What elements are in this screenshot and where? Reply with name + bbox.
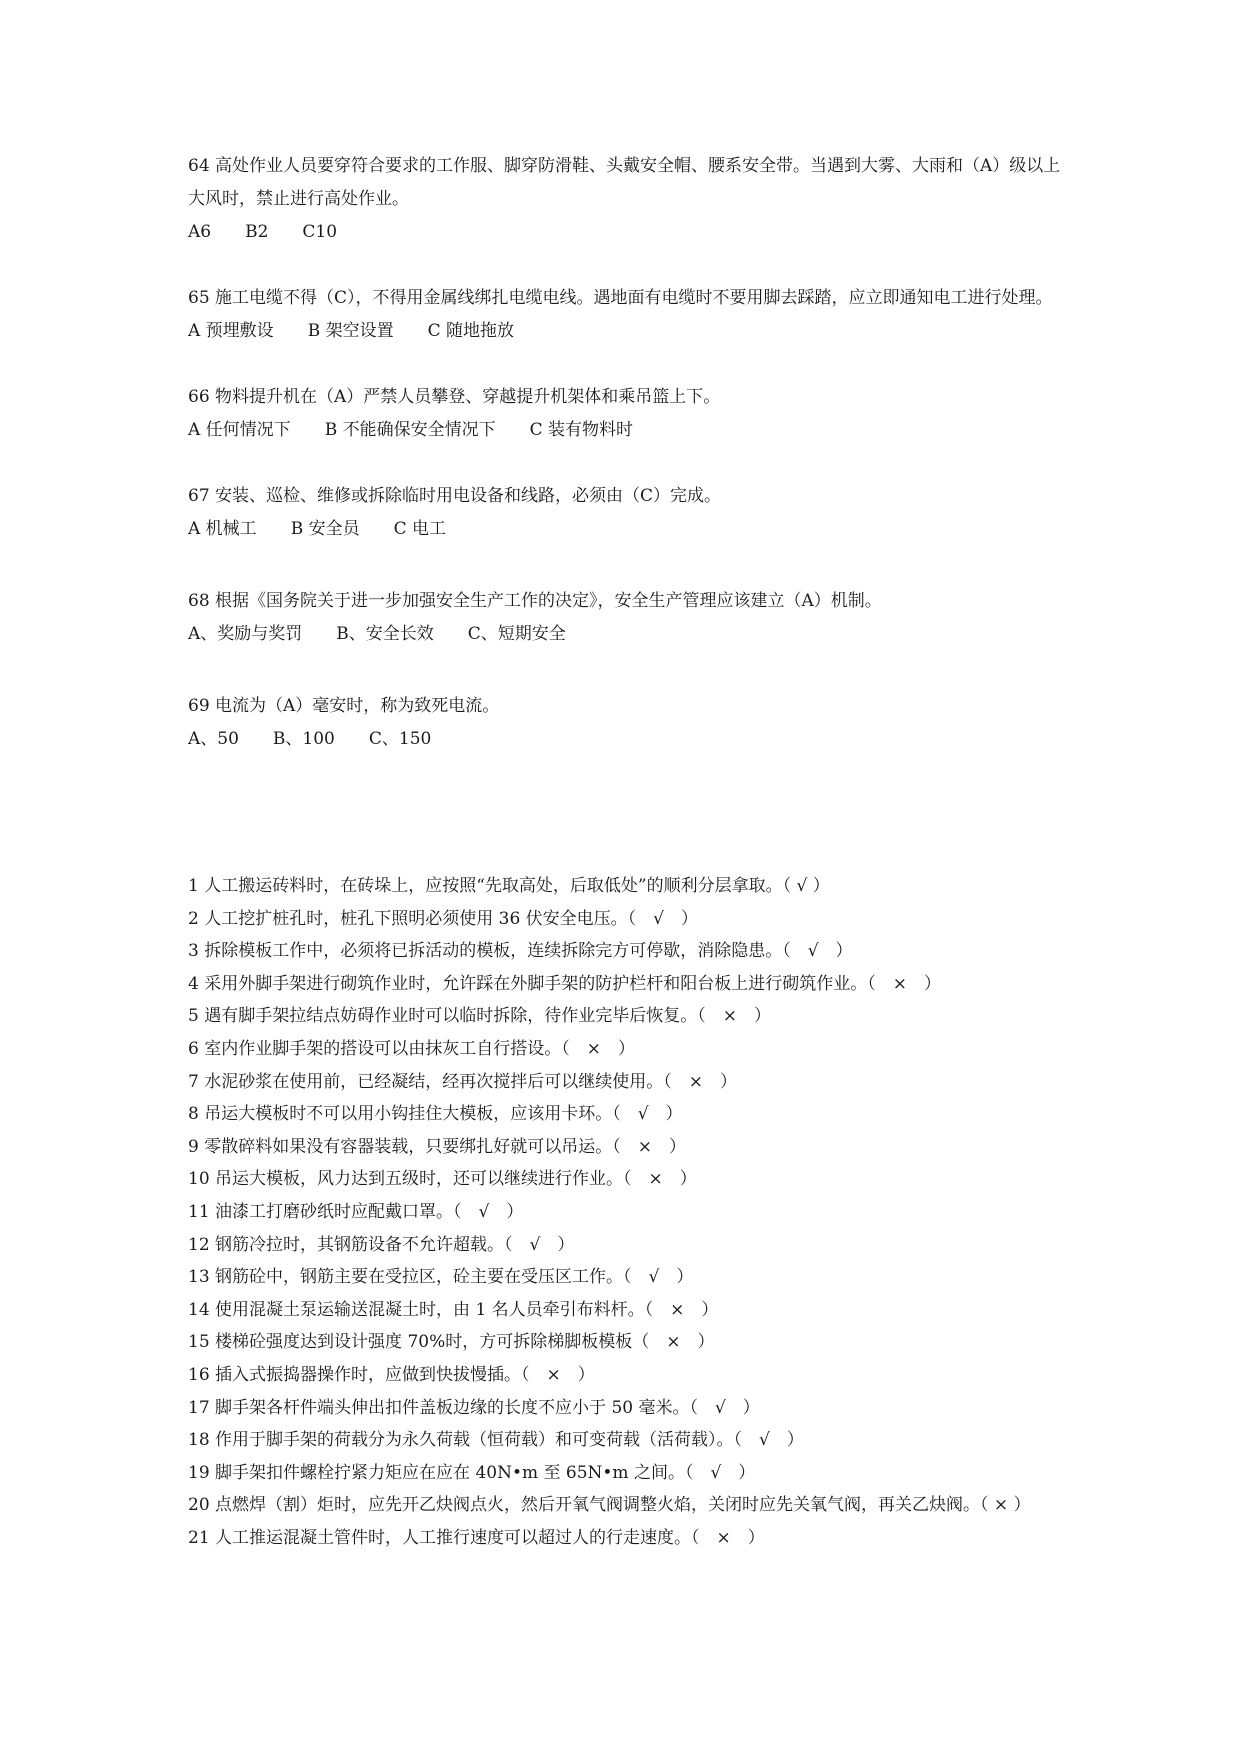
tf-item-13: 13 钢筋砼中，钢筋主要在受拉区，砼主要在受压区工作。（ √ ） [188, 1267, 694, 1288]
option-b: B 安全员 [290, 519, 360, 539]
tf-item-15: 15 楼梯砼强度达到设计强度 70%时，方可拆除梯脚板模板（ × ） [188, 1332, 715, 1353]
options-row [188, 315, 1068, 347]
tf-item-7: 7 水泥砂浆在使用前，已经凝结，经再次搅拌后可以继续使用。（ × ） [188, 1071, 737, 1092]
question-text: 66 物料提升机在（A）严禁人员攀登、穿越提升机架体和乘吊篮上下。 [188, 387, 721, 407]
option-a: A6 [188, 222, 212, 242]
tf-item-18: 18 作用于脚手架的荷载分为永久荷载（恒荷载）和可变荷载（活荷载）。（ √ ） [188, 1430, 804, 1451]
question-69 [188, 690, 1068, 755]
option-a: A、奖励与奖罚 [188, 624, 303, 644]
options-row [188, 216, 1068, 248]
question-text: 68 根据《国务院关于进一步加强安全生产工作的决定》，安全生产管理应该建立（A）机制。 [188, 591, 882, 611]
tf-item-21: 21 人工推运混凝土管件时，人工推行速度可以超过人的行走速度。（ × ） [188, 1527, 765, 1548]
tf-item-12: 12 钢筋冷拉时，其钢筋设备不允许超载。（ √ ） [188, 1234, 575, 1255]
question-text: 65 施工电缆不得（C），不得用金属线绑扎电缆电线。遇地面有电缆时不要用脚去踩踏，应立即通知电工进行处理。 [188, 288, 1053, 308]
tf-item-1: 1 人工搬运砖料时，在砖垛上，应按照“先取高处，后取低处”的顺利分层拿取。（ √ ） [188, 876, 830, 896]
true-false-section [188, 870, 1068, 1554]
multiple-choice-section [188, 150, 1068, 789]
tf-item-3: 3 拆除模板工作中，必须将已拆活动的模板，连续拆除完方可停歇，消除隐患。（ √ ） [188, 941, 853, 962]
option-c: C 装有物料时 [529, 420, 634, 440]
option-c: C 随地拖放 [427, 321, 515, 341]
question-text: 64 高处作业人员要穿符合要求的工作服、脚穿防滑鞋、头戴安全帽、腰系安全带。当遇到大雾、大雨和（A）级以上大风时，禁止进行高处作业。 [188, 156, 1061, 209]
options-row [188, 414, 1068, 446]
options-row [188, 513, 1068, 545]
tf-item-20: 20 点燃焊（割）炬时，应先开乙炔阀点火，然后开氧气阀调整火焰，关闭时应先关氧气阀，再关乙炔阀。（ × ） [188, 1495, 1031, 1516]
option-b: B、100 [272, 729, 335, 749]
question-text: 67 安装、巡检、维修或拆除临时用电设备和线路，必须由（C）完成。 [188, 486, 722, 506]
question-text: 69 电流为（A）毫安时，称为致死电流。 [188, 696, 500, 716]
option-b: B 架空设置 [307, 321, 394, 341]
tf-item-4: 4 采用外脚手架进行砌筑作业时，允许踩在外脚手架的防护栏杆和阳台板上进行砌筑作业。（ × ） [188, 973, 941, 994]
option-a: A 机械工 [188, 519, 257, 539]
option-b: B、安全长效 [336, 624, 434, 644]
tf-item-14: 14 使用混凝土泵运输送混凝土时，由 1 名人员牵引布料杆。（ × ） [188, 1299, 719, 1320]
question-65 [188, 282, 1068, 347]
option-a: A 任何情况下 [188, 420, 291, 440]
question-64 [188, 150, 1068, 248]
tf-item-6: 6 室内作业脚手架的搭设可以由抹灰工自行搭设。（ × ） [188, 1038, 635, 1059]
option-a: A、50 [188, 729, 239, 749]
tf-item-17: 17 脚手架各杆件端头伸出扣件盖板边缘的长度不应小于 50 毫米。（ √ ） [188, 1397, 760, 1418]
tf-item-11: 11 油漆工打磨砂纸时应配戴口罩。（ √ ） [188, 1201, 524, 1222]
option-b: B 不能确保安全情况下 [324, 420, 496, 440]
options-row [188, 618, 1068, 650]
options-row [188, 723, 1068, 755]
option-c: C 电工 [393, 519, 447, 539]
option-c: C10 [302, 222, 338, 242]
tf-item-5: 5 遇有脚手架拉结点妨碍作业时可以临时拆除，待作业完毕后恢复。（ × ） [188, 1006, 771, 1027]
tf-item-10: 10 吊运大模板，风力达到五级时，还可以继续进行作业。（ × ） [188, 1169, 697, 1190]
question-68 [188, 585, 1068, 650]
tf-item-19: 19 脚手架扣件螺栓拧紧力矩应在应在 40N•m 至 65N•m 之间。（ √ ） [188, 1462, 756, 1483]
question-67 [188, 480, 1068, 545]
tf-item-2: 2 人工挖扩桩孔时，桩孔下照明必须使用 36 伏安全电压。（ √ ） [188, 908, 698, 929]
question-66 [188, 381, 1068, 446]
option-a: A 预埋敷设 [188, 321, 274, 341]
tf-item-8: 8 吊运大模板时不可以用小钩挂住大模板，应该用卡环。（ √ ） [188, 1104, 683, 1125]
tf-item-9: 9 零散碎料如果没有容器装载，只要绑扎好就可以吊运。（ × ） [188, 1136, 686, 1157]
option-c: C、150 [368, 729, 432, 749]
option-b: B2 [245, 222, 269, 242]
option-c: C、短期安全 [467, 624, 566, 644]
tf-item-16: 16 插入式振捣器操作时，应做到快拔慢插。（ × ） [188, 1364, 595, 1385]
